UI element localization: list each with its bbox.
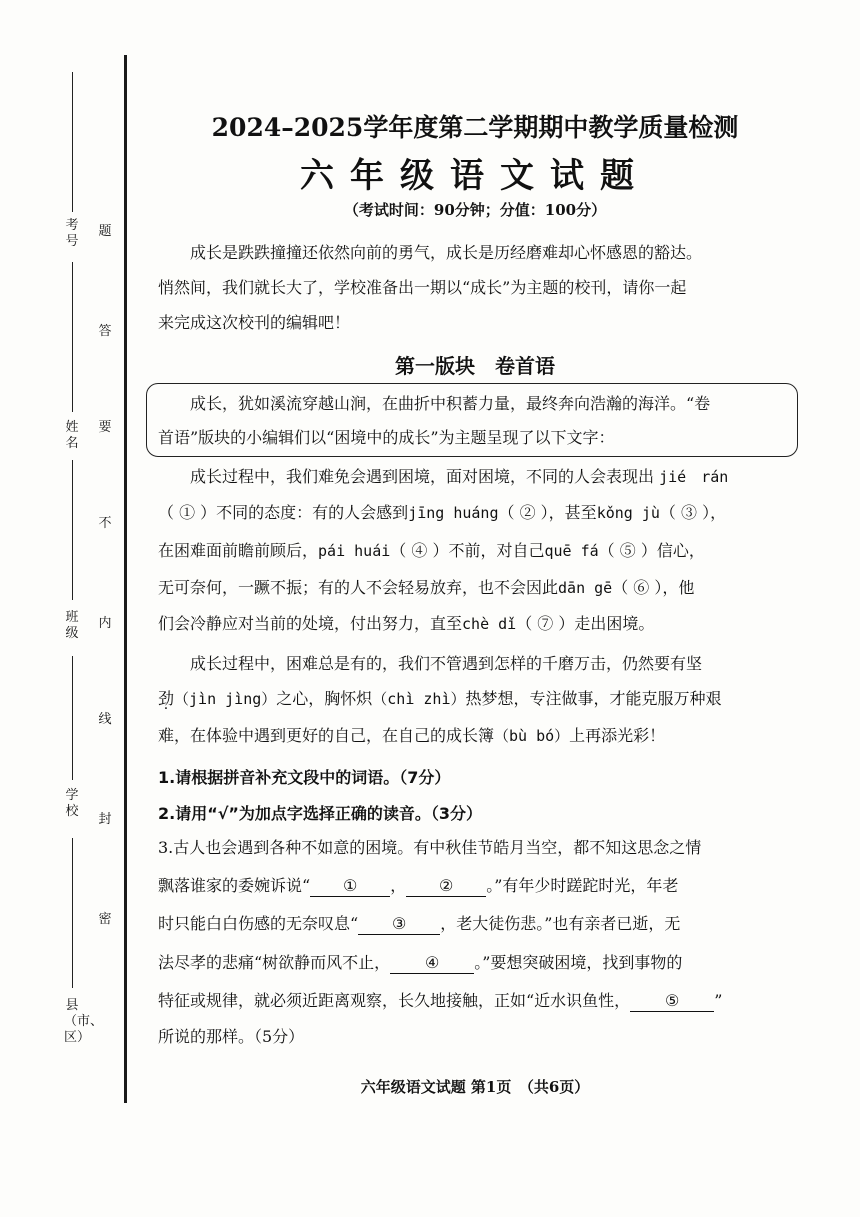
- question-3-line: [158, 914, 798, 935]
- intro-line: 悄然间，我们就长大了，学校准备出一期以“成长”为主题的校刊，请你一起: [158, 278, 687, 297]
- pinyin: kǒng jù: [596, 504, 660, 522]
- name-line: [72, 262, 73, 412]
- passage-text: （ ⑤ ）信心，: [598, 541, 705, 560]
- passage-text: 们会冷静应对当前的处境，付出努力，直至: [158, 614, 463, 633]
- passage-text: （ ② ），甚至: [498, 503, 597, 522]
- passage-text: ，: [390, 876, 407, 895]
- passage-text: （ ⑥ ），他: [612, 578, 695, 597]
- pinyin: chè dǐ: [462, 615, 517, 633]
- seal-char: 线: [98, 712, 112, 727]
- passage-text: 无可奈何，一蹶不振；有的人不会轻易放弃，也不会因此: [158, 578, 559, 597]
- passage-line: [190, 467, 830, 487]
- passage-text: 法尽孝的悲痛“树欲静而风不止，: [158, 953, 391, 972]
- pinyin-options: （bù bó）: [494, 727, 570, 745]
- question-1: 1.请根据拼音补充文段中的词语。（7分）: [158, 768, 451, 787]
- exam-no-line: [72, 72, 73, 212]
- passage-text: ”: [714, 991, 723, 1010]
- answer-blank-1[interactable]: ①: [310, 876, 390, 897]
- pinyin: quē fá: [544, 542, 599, 560]
- passage-text: 。”要想突破困境，找到事物的: [474, 953, 683, 972]
- passage-text: 热梦想，专注做事，才能克服万种艰: [465, 689, 722, 708]
- question-3-line: 3.古人也会遇到各种不如意的困境。有中秋佳节皓月当空，都不知这思念之情: [158, 838, 702, 857]
- exam-info: （考试时间：90分钟；分值：100分）: [343, 201, 607, 219]
- school-line: [72, 656, 73, 780]
- passage-text: 飘落谁家的委婉诉说“: [158, 876, 311, 895]
- seal-char: 不: [98, 516, 112, 531]
- seal-char: 题: [98, 224, 112, 239]
- page-footer: 六年级语文试题 第1页 （共6页）: [360, 1078, 590, 1096]
- answer-blank-3[interactable]: ③: [358, 914, 440, 935]
- pinyin: pái huái: [318, 542, 391, 560]
- dotted-char: 劲: [158, 689, 175, 708]
- county-line: [72, 838, 73, 988]
- pinyin: dān gē: [558, 579, 613, 597]
- passage-text: （ ④ ）不前，对自己: [390, 541, 545, 560]
- question-3-line: 所说的那样。（5分）: [158, 1027, 305, 1046]
- question-3-line: [158, 876, 798, 897]
- passage-line: [158, 614, 798, 634]
- answer-blank-2[interactable]: ②: [406, 876, 486, 897]
- passage-line: [158, 578, 798, 598]
- passage-text: 时只能白白伤感的无奈叹息“: [158, 914, 359, 933]
- exam-no-label: 考号: [65, 218, 79, 249]
- intro-line: 来完成这次校刊的编辑吧！: [158, 313, 351, 332]
- passage-text: 在困难面前瞻前顾后，: [158, 541, 319, 560]
- answer-blank-5[interactable]: ⑤: [630, 991, 714, 1012]
- pinyin: jīng huáng: [408, 504, 499, 522]
- question-3-line: [158, 991, 798, 1012]
- passage-text: （ ⑦ ）走出困境。: [516, 614, 655, 633]
- passage-text: ，老大徒伤悲。”也有亲者已逝，无: [440, 914, 681, 933]
- class-label: 班级: [65, 610, 79, 641]
- answer-blank-4[interactable]: ④: [390, 953, 474, 974]
- passage-line: [158, 689, 798, 709]
- seal-char: 内: [98, 616, 112, 631]
- passage-line: [158, 503, 798, 523]
- passage-text: 之心，胸怀炽: [276, 689, 373, 708]
- passage-line: [158, 726, 798, 746]
- seal-char: 封: [98, 812, 112, 827]
- school-label: 学校: [65, 788, 79, 819]
- passage-text: 特征或规律，就必须近距离观察，长久地接触，正如“近水识鱼性，: [158, 991, 631, 1010]
- preface-line: 成长，犹如溪流穿越山涧，在曲折中积蓄力量，最终奔向浩瀚的海洋。“卷: [190, 394, 711, 413]
- intro-line: 成长是跌跌撞撞还依然向前的勇气，成长是历经磨难却心怀感恩的豁达。: [190, 243, 703, 262]
- section-title: 第一版块 卷首语: [395, 354, 555, 378]
- seal-char: 要: [98, 420, 112, 435]
- class-line: [72, 460, 73, 600]
- county-label: 县（市、区）: [64, 998, 104, 1045]
- seal-char: 答: [98, 324, 112, 339]
- name-label: 姓名: [65, 420, 79, 451]
- exam-title: 2024–2025学年度第二学期期中教学质量检测: [211, 113, 739, 142]
- passage-text: 上再添光彩！: [569, 726, 666, 745]
- passage-line: 成长过程中，困难总是有的，我们不管遇到怎样的千磨万击，仍然要有坚: [190, 654, 703, 673]
- passage-text: 成长过程中，我们难免会遇到困境，面对困境，不同的人会表现出: [190, 467, 655, 486]
- subject-title: 六年级语文试题: [300, 156, 650, 196]
- passage-line: [158, 541, 798, 561]
- preface-line: 首语”版块的小编辑们以“困境中的成长”为主题呈现了以下文字：: [158, 428, 615, 447]
- pinyin: jié rán: [659, 468, 729, 486]
- seal-char: 密: [98, 912, 112, 927]
- passage-text: 难，在体验中遇到更好的自己，在自己的成长簿: [158, 726, 495, 745]
- passage-text: （ ① ）不同的态度：有的人会感到: [158, 503, 409, 522]
- passage-text: （ ③ ），: [659, 503, 727, 522]
- question-2: 2.请用“√”为加点字选择正确的读音。（3分）: [158, 804, 483, 823]
- question-3-line: [158, 953, 798, 974]
- pinyin-options: （chì zhì）: [372, 690, 466, 708]
- binding-line: [124, 55, 127, 1103]
- pinyin-options: （jìn jìng）: [174, 690, 277, 708]
- passage-text: 。”有年少时蹉跎时光，年老: [486, 876, 679, 895]
